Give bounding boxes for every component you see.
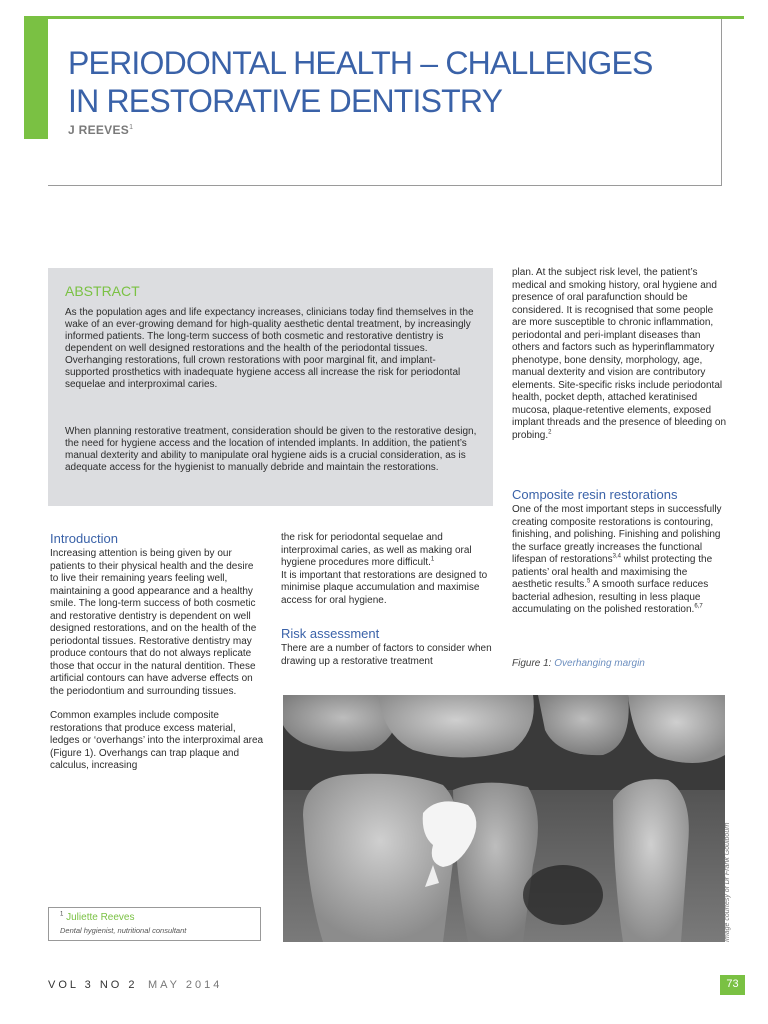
image-credit: Image courtesy of Dr Frank Goulbourn [724, 822, 731, 942]
figure-label: Figure 1: [512, 658, 552, 669]
composite-text-2: whilst protecting the patients’ oral health and maximising the aesthetic results. [512, 554, 713, 590]
column-2-body [281, 532, 495, 607]
column-2-paragraph-1 [281, 532, 495, 570]
column-3-body [512, 267, 728, 442]
abstract-heading: ABSTRACT [65, 283, 140, 299]
composite-text-1: One of the most important steps in successfully creating composite restorations is contouring, finishing, and polishing. Finishing and polishing the surface greatly increases the functional lifespan of restorations [512, 504, 722, 565]
footnote-author [60, 912, 135, 923]
figure-caption-text: Overhanging margin [554, 658, 645, 669]
reference-mark: 3,4 [612, 553, 621, 560]
missing-tooth-gap [523, 865, 603, 925]
reference-mark: 2 [548, 429, 552, 436]
figure-caption [512, 658, 645, 669]
lower-tooth-right [613, 779, 689, 942]
introduction-paragraph-2: Common examples include composite restorations that produce excess material, ledges or ‘overhangs’ into the interproximal area (Figure 1). Overhangs can trap plaque and calculus, increasing [50, 710, 264, 771]
author-affiliation-mark: 1 [129, 124, 134, 131]
abstract-paragraph-1: As the population ages and life expectancy increases, clinicians today find themselves in the wake of an ever-growing demand for high-quality aesthetic dental treatment, by increasingly informed patients. The long-term success of both cosmetic and restorative dentistry is dependent on well designed restorations and the health of the periodontal tissues. Overhanging restorations, full crown restorations with poor marginal fit, and implant-supported prosthetics with inadequate hygiene access all increase the risk for periodontal sequelae and interproximal caries. [65, 307, 474, 390]
footer-volume: VOL 3 NO 2 [48, 979, 138, 991]
article-title-line-1: PERIODONTAL HEALTH – CHALLENGES [68, 45, 653, 81]
page-number: 73 [726, 978, 739, 990]
author-byline [68, 123, 133, 137]
footer-date: MAY 2014 [148, 979, 223, 991]
risk-assessment-heading: Risk assessment [281, 626, 380, 641]
risk-assessment-body [281, 643, 495, 668]
composite-resin-paragraph [512, 504, 728, 617]
introduction-paragraph-1: Increasing attention is being given by our patients to their physical health and the desire to live their remaining years feeling well, maintaining a good appearance and a healthy smile. The long-term success of both cosmetic and restorative dentistry is dependent on well designed restorations, and on the health of the periodontal tissues. Restorative dentistry may produce contours that do not always replicate those that occur in the natural dentition. These artificial contours can have adverse effects on the periodontium and surrounding tissues. [50, 548, 257, 697]
risk-assessment-paragraph-1: There are a number of factors to consider when drawing up a restorative treatment [281, 643, 492, 667]
reference-mark: 5 [587, 578, 591, 585]
introduction-heading: Introduction [50, 531, 118, 546]
author-name: J REEVES [68, 123, 130, 137]
composite-text-3: A smooth surface reduces bacterial adhesion, resulting in less plaque accumulating on the polished restoration. [512, 579, 709, 615]
composite-resin-body [512, 504, 728, 617]
introduction-body [50, 548, 264, 773]
column-3-paragraph-1 [512, 267, 728, 442]
header-accent-block [24, 16, 48, 139]
composite-resin-heading: Composite resin restorations [512, 487, 678, 502]
reference-mark: 1 [430, 556, 435, 563]
article-title-line-2: IN RESTORATIVE DENTISTRY [68, 83, 503, 119]
footnote-mark: 1 [60, 911, 64, 918]
footnote-name: Juliette Reeves [66, 912, 135, 923]
reference-mark: 6,7 [694, 603, 703, 610]
dental-xray-image [283, 695, 725, 942]
column-3-paragraph-1-text: plan. At the subject risk level, the patient’s medical and smoking history, oral hygiene and presence of oral parafunction should be considered. It is recognised that some people are more susceptible to chronic inflammation, periodontal and peri-implant diseases than others and factors such as hyperinflammatory phenotype, bone density, morphology, age, manual dexterity and vision are contributory elements. Site-specific risks include periodontal health, pocket depth, attached keratinised mucosa, plaque-retentive elements, exposed implant threads and the presence of bleeding on probing. [512, 267, 727, 441]
footnote-role: Dental hygienist, nutritional consultant [60, 926, 187, 935]
column-2-paragraph-2: It is important that restorations are designed to minimise plaque accumulation and maximise access for oral hygiene. [281, 569, 488, 606]
column-2-paragraph-1-text: the risk for periodontal sequelae and interproximal caries, as well as making oral hygiene procedures more difficult. [281, 532, 472, 568]
abstract-paragraph-2: When planning restorative treatment, consideration should be given to the restorative design, the need for hygiene access and the location of intended implants. In addition, the patient’s manual dexterity and ability to manipulate oral hygiene aids is a crucial consideration, as is adequate access for the hygienist to manually debride and maintain the restorations. [65, 426, 477, 473]
